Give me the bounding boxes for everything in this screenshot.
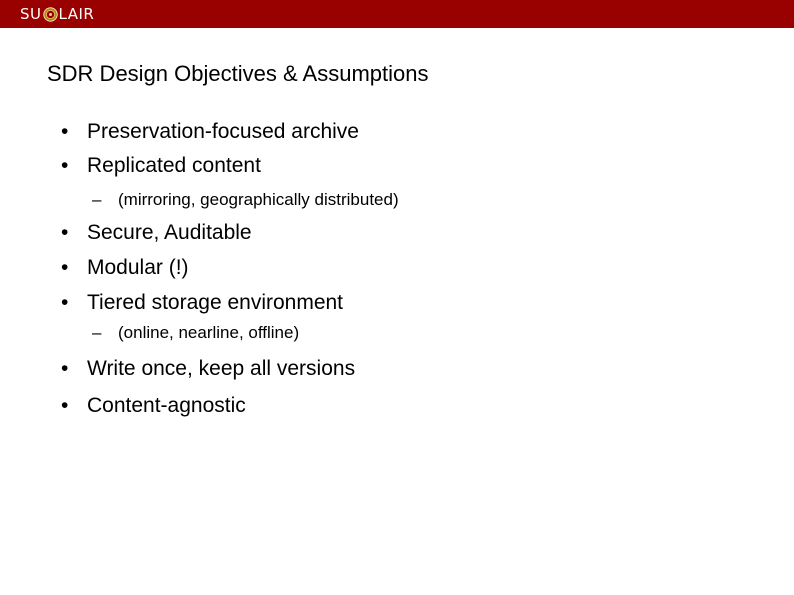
- dash-marker: –: [92, 323, 102, 342]
- logo-text-left: SU: [20, 5, 42, 23]
- sulair-logo: [20, 5, 94, 23]
- sub-item: [92, 323, 299, 343]
- bullet-item: [61, 357, 355, 381]
- bullet-text: Preservation-focused archive: [87, 120, 359, 143]
- bullet-marker: •: [61, 221, 69, 244]
- bullet-item: [61, 291, 343, 315]
- bullet-text: Write once, keep all versions: [87, 357, 356, 380]
- bullet-marker: •: [61, 394, 69, 417]
- header-bar: [0, 0, 794, 28]
- bullet-item: [61, 154, 261, 178]
- bullet-item: [61, 221, 252, 245]
- bullet-text: Modular (!): [87, 256, 189, 279]
- bullet-marker: •: [61, 357, 69, 380]
- sub-text: (mirroring, geographically distributed): [118, 190, 399, 209]
- slide-title: SDR Design Objectives & Assumptions: [47, 61, 429, 86]
- bullet-text: Tiered storage environment: [87, 291, 344, 314]
- sub-item: [92, 190, 399, 210]
- bullet-item: [61, 394, 246, 418]
- bullet-marker: •: [61, 120, 69, 143]
- bullet-item: [61, 256, 189, 280]
- bullet-text: Secure, Auditable: [87, 221, 252, 244]
- bullet-text: Replicated content: [87, 154, 261, 177]
- bullet-marker: •: [61, 291, 69, 314]
- seal-icon: [43, 7, 58, 22]
- dash-marker: –: [92, 190, 102, 209]
- logo-text-right: LAIR: [58, 5, 95, 23]
- bullet-text: Content-agnostic: [87, 394, 246, 417]
- bullet-marker: •: [61, 154, 69, 177]
- bullet-marker: •: [61, 256, 69, 279]
- bullet-item: [61, 120, 359, 144]
- sub-text: (online, nearline, offline): [118, 323, 300, 342]
